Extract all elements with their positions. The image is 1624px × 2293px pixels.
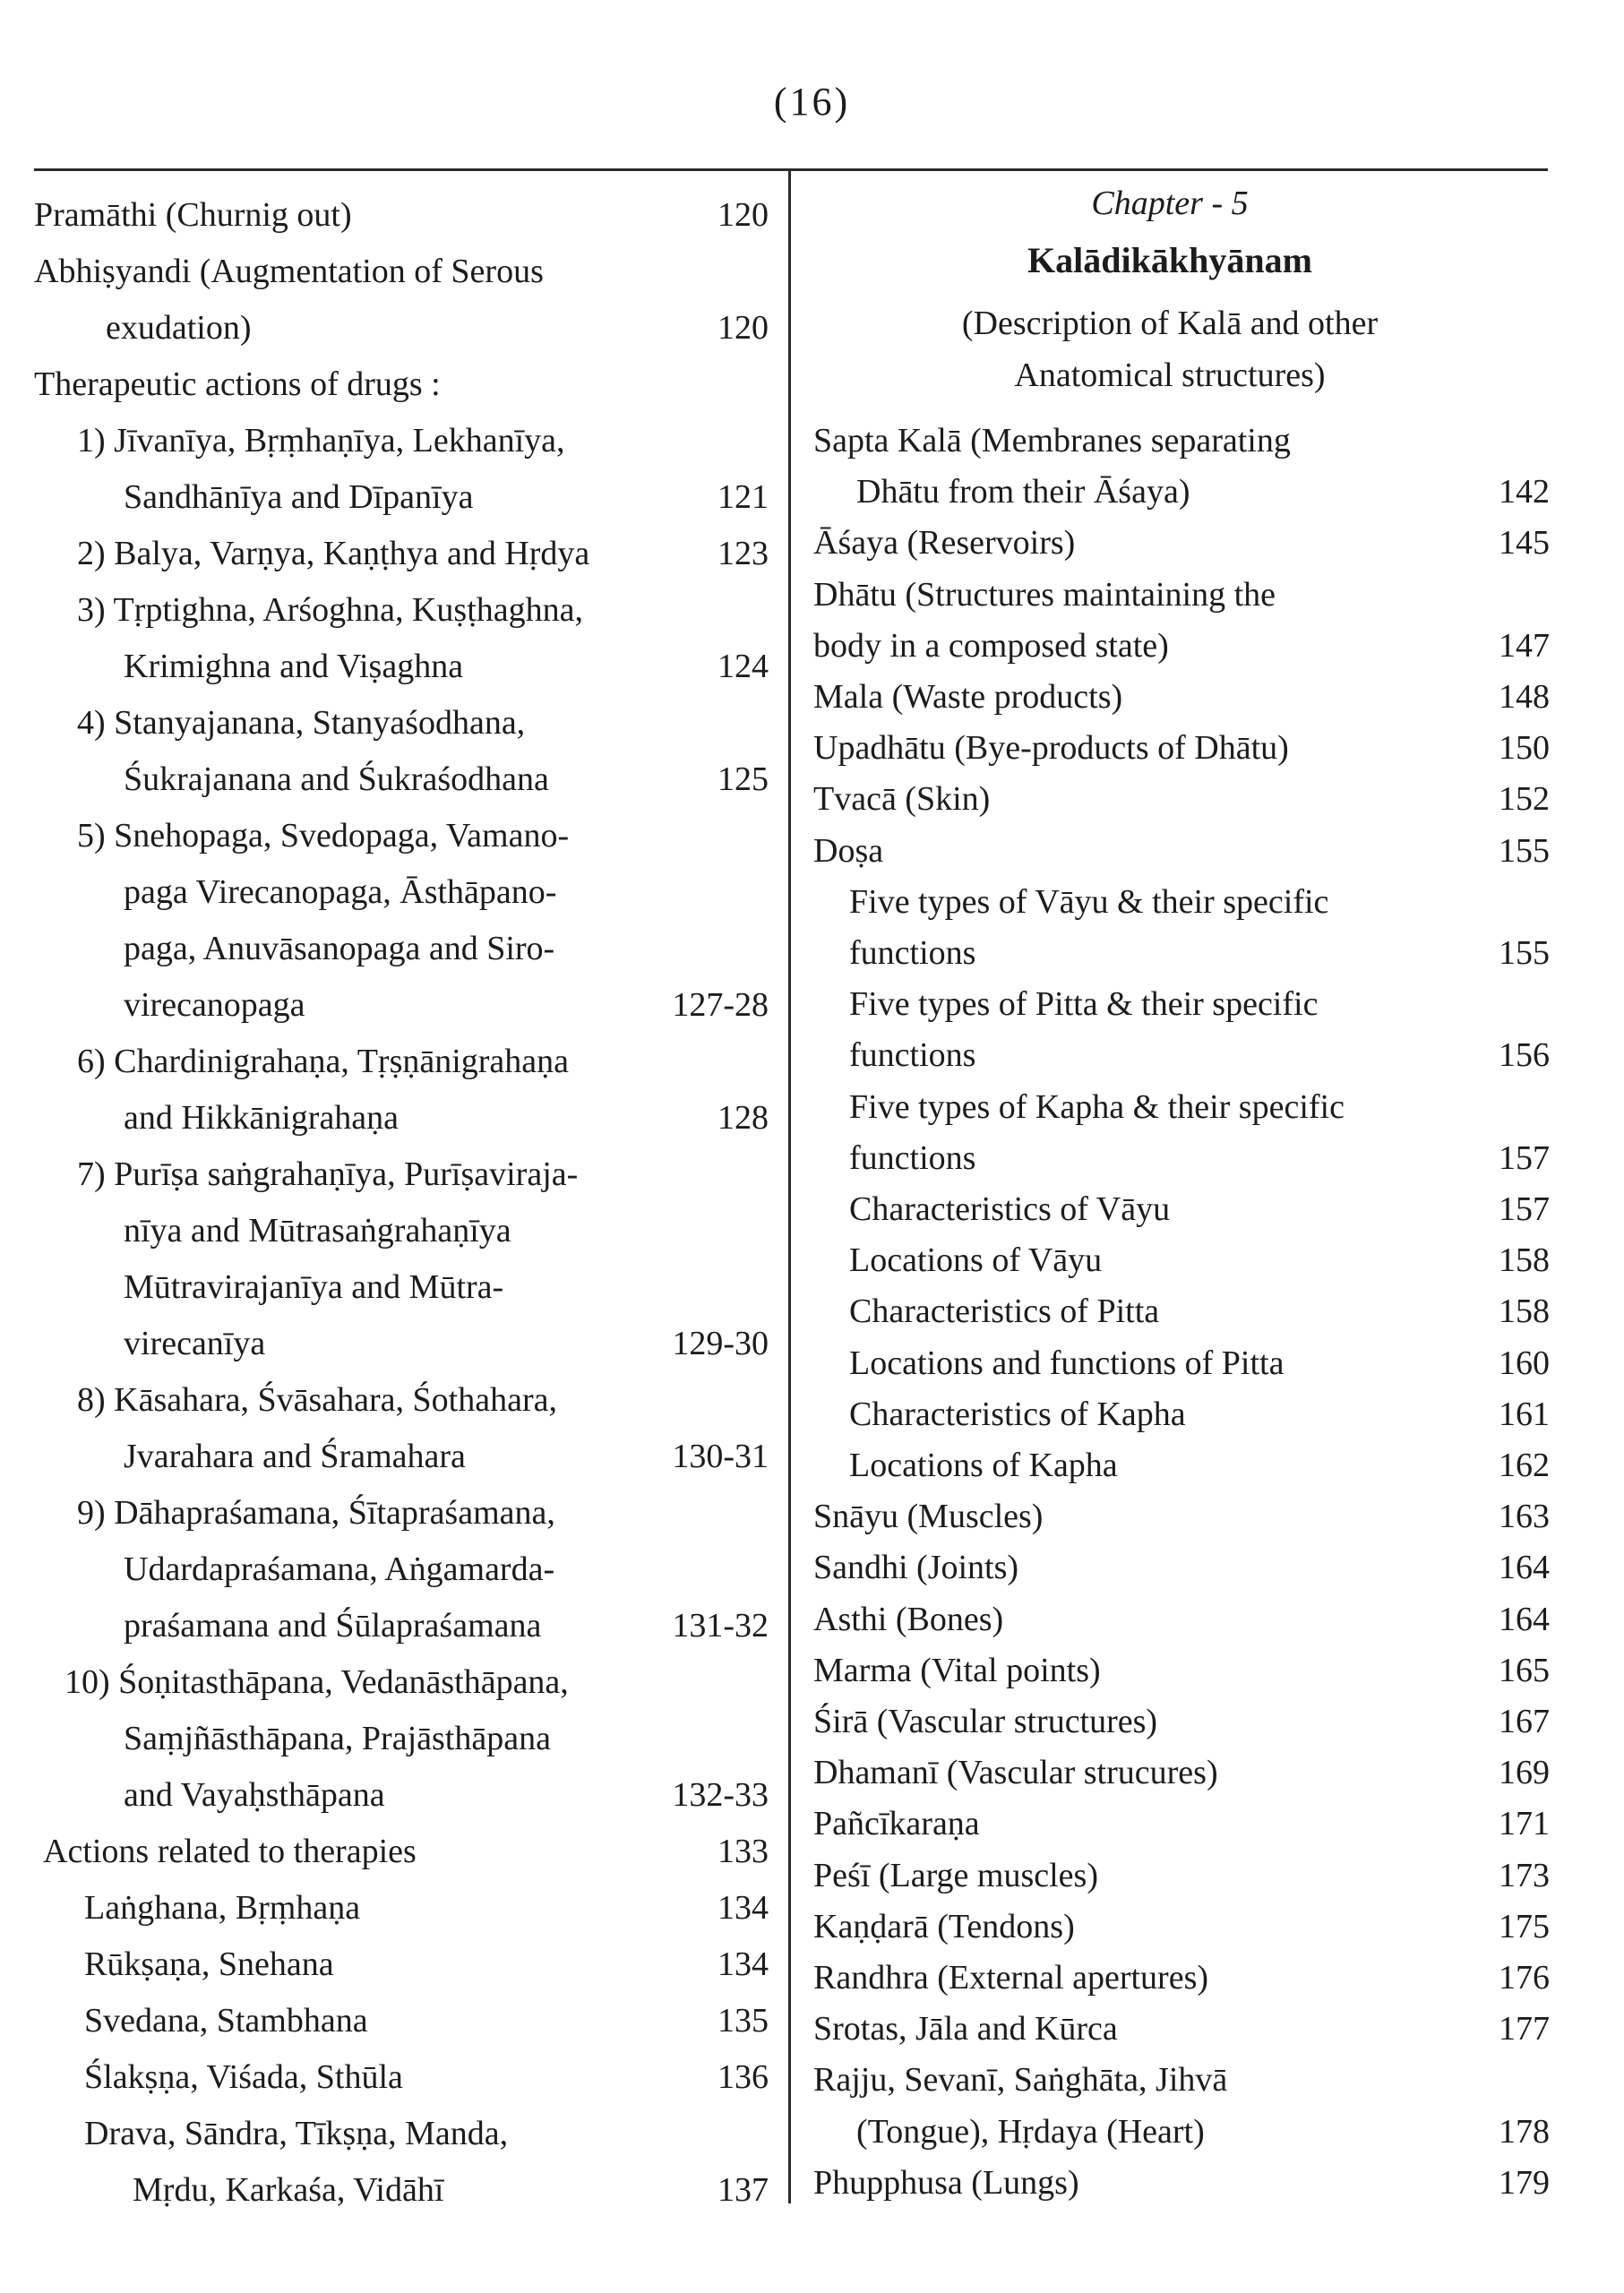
toc-entry-title: Pramāthi (Churnig out) <box>34 196 352 234</box>
chapter-description-line: (Description of Kalā and other <box>961 305 1379 342</box>
toc-entry <box>813 1541 1550 1594</box>
toc-entry-title: Locations of Vāyu <box>849 1241 1103 1280</box>
toc-entry-page: 123 <box>717 535 769 572</box>
toc-entry <box>813 1490 1550 1543</box>
toc-entry-title: Sandhānīya and Dīpanīya <box>124 478 474 516</box>
toc-entry <box>34 188 769 242</box>
toc-entry-title: Śirā (Vascular structures) <box>813 1703 1158 1740</box>
toc-entry-title: Locations and functions of Pitta <box>849 1344 1285 1382</box>
toc-entry <box>34 696 769 750</box>
toc-entry-page: 164 <box>1499 1549 1550 1587</box>
toc-entry <box>813 1951 1550 2005</box>
toc-entry-page: 124 <box>717 648 769 685</box>
toc-entry <box>813 1028 1550 1082</box>
toc-entry <box>34 640 769 693</box>
toc-entry-title: paga, Anuvāsanopaga and Siro- <box>124 930 555 967</box>
toc-entry-title: Upadhātu (Bye-products of Dhātu) <box>813 729 1289 768</box>
toc-entry <box>34 1881 769 1935</box>
toc-entry-title: Saṃjñāsthāpana, Prajāsthāpana <box>124 1720 551 1757</box>
toc-entry-title: Jvarahara and Śramahara <box>124 1438 466 1475</box>
toc-entry <box>34 1260 769 1314</box>
toc-entry-title: Mūtravirajanīya and Mūtra- <box>124 1268 504 1306</box>
toc-entry-title: Phupphusa (Lungs) <box>813 2163 1079 2202</box>
toc-entry-title: 6) Chardinigrahaṇa, Tṛṣṇānigrahaṇa <box>77 1043 570 1080</box>
toc-entry <box>34 301 769 355</box>
chapter-label: Chapter - 5 <box>1091 185 1249 222</box>
toc-entry-title: 10) Śoṇitasthāpana, Vedanāsthāpana, <box>64 1663 569 1701</box>
toc-entry-page: 121 <box>717 478 769 516</box>
toc-entry-title: Characteristics of Kapha <box>849 1395 1186 1433</box>
toc-entry-title: 5) Snehopaga, Svedopaga, Vamano- <box>77 817 570 855</box>
page-number: (16) <box>773 80 851 124</box>
toc-entry-page: 136 <box>717 2058 769 2096</box>
toc-entry-page: 148 <box>1499 678 1550 716</box>
toc-entry <box>813 1797 1550 1851</box>
toc-entry-title: Dhātu from their Āśaya) <box>856 473 1190 511</box>
toc-entry-page: 132-33 <box>672 1776 769 1814</box>
toc-entry <box>813 1900 1550 1954</box>
toc-entry-title: (Tongue), Hṛdaya (Heart) <box>856 2112 1205 2151</box>
toc-entry <box>813 1644 1550 1697</box>
toc-entry-title: Dhamanī (Vascular strucures) <box>813 1754 1218 1792</box>
toc-entry-page: 178 <box>1499 2112 1550 2151</box>
toc-entry <box>813 824 1550 878</box>
toc-entry-title: Asthi (Bones) <box>813 1600 1004 1638</box>
toc-entry <box>34 865 769 919</box>
toc-entry <box>813 1182 1550 1236</box>
toc-entry-title: Ślakṣṇa, Viśada, Sthūla <box>84 2058 403 2096</box>
toc-entry-page: 161 <box>1499 1395 1550 1433</box>
toc-entry-title: Sandhi (Joints) <box>813 1549 1019 1587</box>
toc-entry-title: paga Virecanopaga, Āsthāpano- <box>124 873 557 911</box>
toc-entry <box>34 2050 769 2104</box>
toc-entry <box>34 752 769 806</box>
toc-entry-page: 142 <box>1499 473 1550 511</box>
toc-entry-title: body in a composed state) <box>813 626 1169 665</box>
toc-entry-title: Pañcīkaraṇa <box>813 1805 980 1843</box>
toc-entry <box>34 1994 769 2048</box>
toc-entry <box>34 1317 769 1370</box>
toc-entry-title: functions <box>849 1138 976 1177</box>
toc-entry <box>34 1373 769 1427</box>
chapter-description-line: Anatomical structures) <box>1014 356 1326 394</box>
toc-entry-title: Snāyu (Muscles) <box>813 1498 1044 1536</box>
toc-entry-title: 7) Purīṣa saṅgrahaṇīya, Purīṣaviraja- <box>77 1155 579 1193</box>
toc-entry-page: 156 <box>1499 1036 1550 1075</box>
toc-entry <box>34 922 769 975</box>
toc-entry-page: 163 <box>1499 1498 1550 1536</box>
toc-entry-title: 4) Stanyajanana, Stanyaśodhana, <box>77 704 526 742</box>
toc-entry <box>34 414 769 468</box>
toc-entry-title: Āśaya (Reservoirs) <box>813 524 1076 563</box>
toc-entry-title: Randhra (External apertures) <box>813 1959 1209 1997</box>
toc-entry <box>813 670 1550 724</box>
toc-entry <box>34 809 769 863</box>
toc-entry-page: 120 <box>717 309 769 347</box>
toc-entry-page: 145 <box>1499 524 1550 563</box>
toc-entry-title: Doṣa <box>813 831 884 870</box>
toc-entry <box>34 1542 769 1596</box>
toc-entry <box>813 926 1550 980</box>
toc-entry-title: Laṅghana, Bṛṃhaṇa <box>84 1889 361 1927</box>
toc-entry-title: Peśī (Large muscles) <box>813 1856 1098 1894</box>
toc-entry <box>813 516 1550 570</box>
toc-entry-page: 175 <box>1499 1907 1550 1945</box>
toc-entry-page: 147 <box>1499 626 1550 665</box>
toc-entry-title: Rajju, Sevanī, Saṅghāta, Jihvā <box>813 2061 1228 2100</box>
toc-entry-title: Dhātu (Structures maintaining the <box>813 575 1276 614</box>
toc-entry-page: 167 <box>1499 1703 1550 1740</box>
toc-entry-title: Svedana, Stambhana <box>84 2002 368 2040</box>
toc-entry <box>813 1849 1550 1902</box>
toc-entry <box>813 772 1550 826</box>
toc-entry <box>34 357 769 411</box>
toc-entry <box>34 1430 769 1483</box>
toc-entry <box>813 2156 1550 2210</box>
toc-entry-title: functions <box>849 1036 976 1075</box>
toc-entry <box>34 1768 769 1822</box>
toc-entry-page: 125 <box>717 760 769 798</box>
toc-entry-page: 134 <box>717 1945 769 1983</box>
toc-entry-title: virecanopaga <box>124 986 305 1024</box>
toc-entry-page: 150 <box>1499 729 1550 768</box>
toc-entry <box>813 2053 1550 2107</box>
toc-entry-title: Characteristics of Vāyu <box>849 1190 1171 1228</box>
header-rule <box>34 168 1548 171</box>
toc-entry-title: Drava, Sāndra, Tīkṣṇa, Manda, <box>84 2115 509 2152</box>
toc-entry-title: 1) Jīvanīya, Bṛṃhaṇīya, Lekhanīya, <box>77 422 565 459</box>
toc-entry <box>34 2107 769 2160</box>
column-divider <box>788 168 791 2203</box>
toc-entry-title: Five types of Vāyu & their specific <box>849 882 1329 921</box>
toc-entry-title: praśamana and Śūlapraśamana <box>124 1607 542 1645</box>
toc-entry-title: 8) Kāsahara, Śvāsahara, Śothahara, <box>77 1381 557 1419</box>
toc-entry <box>813 414 1550 468</box>
toc-entry-title: and Hikkānigrahaṇa <box>124 1099 400 1137</box>
toc-entry-page: 131-32 <box>672 1607 769 1645</box>
toc-entry-title: Srotas, Jāla and Kūrca <box>813 2010 1118 2048</box>
toc-entry-page: 157 <box>1499 1190 1550 1228</box>
toc-entry-title: Marma (Vital points) <box>813 1651 1101 1689</box>
toc-entry-title: 2) Balya, Varṇya, Kaṇṭhya and Hṛdya <box>77 535 590 572</box>
toc-entry-title: Rūkṣaṇa, Snehana <box>84 1945 334 1983</box>
toc-entry <box>34 470 769 524</box>
toc-entry <box>34 583 769 637</box>
toc-entry-title: Locations of Kapha <box>849 1447 1118 1484</box>
toc-entry <box>813 465 1550 519</box>
toc-entry-title: Krimighna and Viṣaghna <box>124 648 464 685</box>
chapter-title: Kalādikākhyānam <box>1027 240 1312 280</box>
toc-entry-page: 169 <box>1499 1754 1550 1792</box>
toc-entry <box>34 978 769 1032</box>
toc-entry-page: 177 <box>1499 2010 1550 2048</box>
toc-entry <box>813 1387 1550 1441</box>
toc-entry-page: 152 <box>1499 780 1550 819</box>
toc-entry-title: Udardapraśamana, Aṅgamarda- <box>124 1550 555 1588</box>
toc-entry-page: 162 <box>1499 1447 1550 1484</box>
toc-entry <box>34 1825 769 1878</box>
toc-entry-title: Five types of Kapha & their specific <box>849 1087 1345 1126</box>
toc-entry <box>813 1746 1550 1799</box>
toc-entry-title: Mṛdu, Karkaśa, Vidāhī <box>133 2171 444 2209</box>
toc-entry <box>813 1336 1550 1390</box>
toc-entry-page: 133 <box>717 1833 769 1870</box>
toc-entry-title: virecanīya <box>124 1325 266 1362</box>
toc-entry <box>34 2163 769 2217</box>
toc-entry <box>813 619 1550 673</box>
toc-entry-title: and Vayaḥsthāpana <box>124 1776 385 1814</box>
toc-entry <box>813 1438 1550 1492</box>
toc-entry-page: 179 <box>1499 2163 1550 2202</box>
toc-entry-title: Mala (Waste products) <box>813 678 1123 716</box>
toc-entry-title: Tvacā (Skin) <box>813 780 991 819</box>
toc-entry-title: 3) Tṛptighna, Arśoghna, Kuṣṭhaghna, <box>77 591 583 629</box>
toc-entry-page: 158 <box>1499 1292 1550 1331</box>
toc-entry-page: 127-28 <box>672 986 769 1024</box>
toc-entry-title: Abhiṣyandi (Augmentation of Serous <box>34 253 544 290</box>
toc-entry <box>34 245 769 298</box>
toc-entry <box>34 1712 769 1765</box>
toc-entry <box>813 721 1550 775</box>
toc-entry-title: 9) Dāhapraśamana, Śītapraśamana, <box>77 1494 555 1532</box>
toc-entry-page: 137 <box>717 2171 769 2209</box>
toc-entry-page: 130-31 <box>672 1438 769 1475</box>
toc-entry-page: 165 <box>1499 1651 1550 1689</box>
toc-entry <box>813 2002 1550 2056</box>
toc-entry-page: 129-30 <box>672 1325 769 1362</box>
toc-entry-title: Five types of Pitta & their specific <box>849 985 1319 1024</box>
toc-entry-title: exudation) <box>106 309 252 347</box>
toc-entry-title: Characteristics of Pitta <box>849 1292 1160 1331</box>
toc-entry <box>813 977 1550 1031</box>
toc-entry-page: 134 <box>717 1889 769 1927</box>
toc-entry-page: 171 <box>1499 1805 1550 1843</box>
toc-entry <box>34 1486 769 1540</box>
toc-entry <box>34 1937 769 1991</box>
toc-entry-title: functions <box>849 934 976 972</box>
toc-entry-page: 164 <box>1499 1600 1550 1638</box>
toc-entry-page: 176 <box>1499 1959 1550 1997</box>
toc-entry <box>813 875 1550 929</box>
toc-entry-page: 135 <box>717 2002 769 2040</box>
toc-entry-title: nīya and Mūtrasaṅgrahaṇīya <box>124 1212 511 1250</box>
toc-entry <box>813 568 1550 622</box>
toc-entry <box>34 527 769 580</box>
toc-entry <box>813 1080 1550 1134</box>
toc-entry <box>813 1233 1550 1287</box>
toc-entry <box>34 1599 769 1653</box>
toc-entry <box>34 1204 769 1258</box>
toc-entry <box>34 1655 769 1709</box>
toc-entry-page: 157 <box>1499 1138 1550 1177</box>
toc-entry <box>34 1035 769 1088</box>
toc-entry-title: Sapta Kalā (Membranes separating <box>813 422 1291 459</box>
toc-entry-title: Śukrajanana and Śukraśodhana <box>124 760 549 798</box>
toc-entry-title: Kaṇḍarā (Tendons) <box>813 1907 1075 1945</box>
toc-entry-page: 120 <box>717 196 769 234</box>
toc-entry <box>813 1131 1550 1185</box>
toc-entry-title: Actions related to therapies <box>43 1833 417 1870</box>
toc-entry-page: 160 <box>1499 1344 1550 1382</box>
toc-entry <box>813 1284 1550 1338</box>
toc-entry-page: 173 <box>1499 1856 1550 1894</box>
toc-entry <box>813 1695 1550 1748</box>
toc-entry-title: Therapeutic actions of drugs : <box>34 365 441 403</box>
toc-entry-page: 155 <box>1499 831 1550 870</box>
toc-entry <box>34 1147 769 1201</box>
toc-entry-page: 128 <box>717 1099 769 1137</box>
toc-entry <box>813 1593 1550 1646</box>
toc-entry-page: 158 <box>1499 1241 1550 1280</box>
toc-entry <box>34 1091 769 1145</box>
toc-entry-page: 155 <box>1499 934 1550 972</box>
toc-entry <box>813 2105 1550 2159</box>
